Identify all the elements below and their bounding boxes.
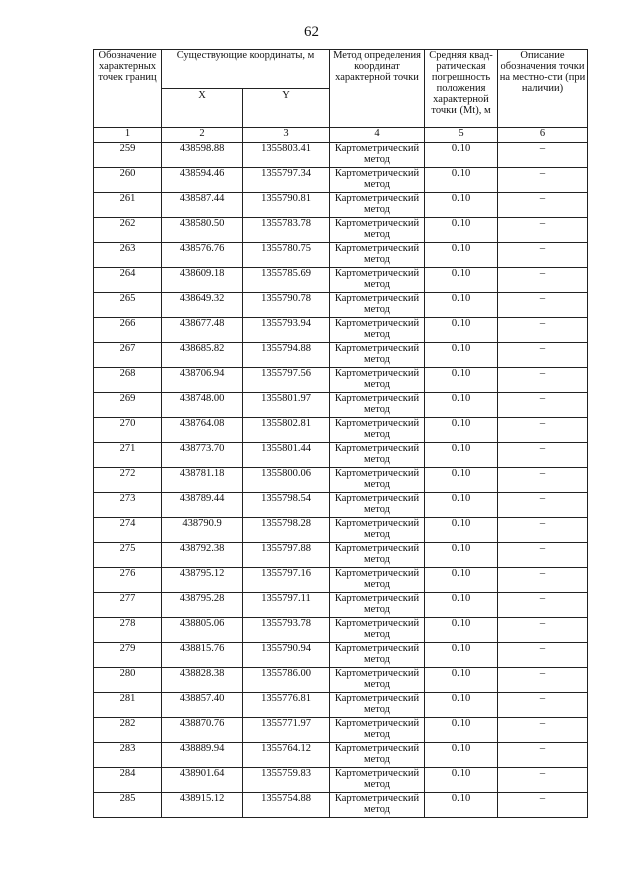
coord-y-cell: 1355793.94 [243, 318, 330, 343]
coord-y-cell: 1355790.81 [243, 193, 330, 218]
coord-x-cell: 438773.70 [162, 443, 243, 468]
method-cell: Картометрический метод [330, 468, 425, 493]
point-id-cell: 269 [94, 393, 162, 418]
method-cell: Картометрический метод [330, 693, 425, 718]
coord-y-cell: 1355783.78 [243, 218, 330, 243]
description-cell: – [498, 793, 588, 818]
point-id-cell: 277 [94, 593, 162, 618]
table-row [94, 718, 588, 743]
method-cell: Картометрический метод [330, 793, 425, 818]
method-cell: Картометрический метод [330, 518, 425, 543]
description-cell: – [498, 468, 588, 493]
mean-error-cell: 0.10 [425, 143, 498, 168]
coord-x-cell: 438781.18 [162, 468, 243, 493]
mean-error-cell: 0.10 [425, 793, 498, 818]
table-row [94, 143, 588, 168]
table-row [94, 243, 588, 268]
coord-y-cell: 1355797.34 [243, 168, 330, 193]
point-id-cell: 280 [94, 668, 162, 693]
point-id-cell: 273 [94, 493, 162, 518]
table-row [94, 568, 588, 593]
description-cell: – [498, 493, 588, 518]
description-cell: – [498, 768, 588, 793]
mean-error-cell: 0.10 [425, 568, 498, 593]
method-cell: Картометрический метод [330, 593, 425, 618]
coord-y-cell: 1355797.56 [243, 368, 330, 393]
table-row [94, 643, 588, 668]
method-cell: Картометрический метод [330, 718, 425, 743]
description-cell: – [498, 668, 588, 693]
description-cell: – [498, 168, 588, 193]
mean-error-cell: 0.10 [425, 243, 498, 268]
coord-x-cell: 438792.38 [162, 543, 243, 568]
mean-error-cell: 0.10 [425, 218, 498, 243]
description-cell: – [498, 618, 588, 643]
description-cell: – [498, 293, 588, 318]
table-row [94, 193, 588, 218]
mean-error-cell: 0.10 [425, 293, 498, 318]
description-cell: – [498, 368, 588, 393]
coord-y-cell: 1355801.44 [243, 443, 330, 468]
description-cell: – [498, 393, 588, 418]
mean-error-cell: 0.10 [425, 668, 498, 693]
table-row [94, 593, 588, 618]
description-cell: – [498, 518, 588, 543]
mean-error-cell: 0.10 [425, 493, 498, 518]
method-cell: Картометрический метод [330, 393, 425, 418]
point-id-cell: 281 [94, 693, 162, 718]
coord-x-cell: 438609.18 [162, 268, 243, 293]
table-row [94, 218, 588, 243]
coord-x-cell: 438795.12 [162, 568, 243, 593]
point-id-cell: 270 [94, 418, 162, 443]
point-id-cell: 260 [94, 168, 162, 193]
description-cell: – [498, 193, 588, 218]
method-cell: Картометрический метод [330, 318, 425, 343]
description-cell: – [498, 543, 588, 568]
table-row [94, 168, 588, 193]
coord-x-cell: 438901.64 [162, 768, 243, 793]
point-id-cell: 274 [94, 518, 162, 543]
coord-x-cell: 438748.00 [162, 393, 243, 418]
point-id-cell: 268 [94, 368, 162, 393]
description-cell: – [498, 718, 588, 743]
method-cell: Картометрический метод [330, 768, 425, 793]
description-cell: – [498, 318, 588, 343]
mean-error-cell: 0.10 [425, 743, 498, 768]
method-cell: Картометрический метод [330, 643, 425, 668]
coord-x-cell: 438805.06 [162, 618, 243, 643]
page-number: 62 [304, 24, 319, 40]
header-method: Метод определения координат характерной точки [330, 50, 425, 128]
header-description: Описание обозначения точки на местно-сти (при наличии) [498, 50, 588, 128]
coord-y-cell: 1355801.97 [243, 393, 330, 418]
coord-y-cell: 1355776.81 [243, 693, 330, 718]
column-number: 4 [330, 128, 425, 143]
method-cell: Картометрический метод [330, 568, 425, 593]
description-cell: – [498, 243, 588, 268]
coord-y-cell: 1355800.06 [243, 468, 330, 493]
table-row [94, 793, 588, 818]
table-row [94, 668, 588, 693]
point-id-cell: 275 [94, 543, 162, 568]
mean-error-cell: 0.10 [425, 393, 498, 418]
description-cell: – [498, 643, 588, 668]
mean-error-cell: 0.10 [425, 468, 498, 493]
mean-error-cell: 0.10 [425, 518, 498, 543]
point-id-cell: 265 [94, 293, 162, 318]
coord-x-cell: 438795.28 [162, 593, 243, 618]
point-id-cell: 261 [94, 193, 162, 218]
coord-y-cell: 1355790.94 [243, 643, 330, 668]
coord-x-cell: 438706.94 [162, 368, 243, 393]
table-row [94, 418, 588, 443]
coord-x-cell: 438677.48 [162, 318, 243, 343]
coord-y-cell: 1355802.81 [243, 418, 330, 443]
column-number: 3 [243, 128, 330, 143]
coord-x-cell: 438580.50 [162, 218, 243, 243]
point-id-cell: 267 [94, 343, 162, 368]
coord-y-cell: 1355793.78 [243, 618, 330, 643]
coord-x-cell: 438576.76 [162, 243, 243, 268]
method-cell: Картометрический метод [330, 193, 425, 218]
table-row [94, 318, 588, 343]
table-row [94, 518, 588, 543]
coord-x-cell: 438889.94 [162, 743, 243, 768]
method-cell: Картометрический метод [330, 443, 425, 468]
coord-x-cell: 438870.76 [162, 718, 243, 743]
mean-error-cell: 0.10 [425, 318, 498, 343]
point-id-cell: 283 [94, 743, 162, 768]
coord-y-cell: 1355759.83 [243, 768, 330, 793]
point-id-cell: 282 [94, 718, 162, 743]
column-number: 6 [498, 128, 588, 143]
mean-error-cell: 0.10 [425, 368, 498, 393]
coord-y-cell: 1355798.28 [243, 518, 330, 543]
method-cell: Картометрический метод [330, 168, 425, 193]
method-cell: Картометрический метод [330, 493, 425, 518]
table-row [94, 543, 588, 568]
method-cell: Картометрический метод [330, 543, 425, 568]
table-body [94, 143, 588, 818]
header-existing-coordinates: Существующие координаты, м [162, 50, 330, 89]
mean-error-cell: 0.10 [425, 618, 498, 643]
coordinates-table [93, 49, 588, 818]
mean-error-cell: 0.10 [425, 193, 498, 218]
table-row [94, 393, 588, 418]
coord-y-cell: 1355803.41 [243, 143, 330, 168]
point-id-cell: 278 [94, 618, 162, 643]
coord-y-cell: 1355754.88 [243, 793, 330, 818]
description-cell: – [498, 343, 588, 368]
coord-x-cell: 438594.46 [162, 168, 243, 193]
method-cell: Картометрический метод [330, 418, 425, 443]
table-row [94, 293, 588, 318]
point-id-cell: 285 [94, 793, 162, 818]
point-id-cell: 271 [94, 443, 162, 468]
method-cell: Картометрический метод [330, 343, 425, 368]
method-cell: Картометрический метод [330, 143, 425, 168]
method-cell: Картометрический метод [330, 618, 425, 643]
table-row [94, 268, 588, 293]
method-cell: Картометрический метод [330, 368, 425, 393]
method-cell: Картометрический метод [330, 293, 425, 318]
description-cell: – [498, 593, 588, 618]
coord-y-cell: 1355797.11 [243, 593, 330, 618]
table-row [94, 343, 588, 368]
coord-x-cell: 438790.9 [162, 518, 243, 543]
description-cell: – [498, 143, 588, 168]
coord-y-cell: 1355771.97 [243, 718, 330, 743]
mean-error-cell: 0.10 [425, 593, 498, 618]
method-cell: Картометрический метод [330, 743, 425, 768]
point-id-cell: 284 [94, 768, 162, 793]
coord-x-cell: 438649.32 [162, 293, 243, 318]
header-y: Y [243, 89, 330, 128]
column-number: 5 [425, 128, 498, 143]
coord-y-cell: 1355780.75 [243, 243, 330, 268]
table-row [94, 493, 588, 518]
coord-x-cell: 438857.40 [162, 693, 243, 718]
point-id-cell: 272 [94, 468, 162, 493]
coord-x-cell: 438587.44 [162, 193, 243, 218]
description-cell: – [498, 268, 588, 293]
point-id-cell: 263 [94, 243, 162, 268]
point-id-cell: 262 [94, 218, 162, 243]
header-point-designation: Обозначение характерных точек границ [94, 50, 162, 128]
coord-x-cell: 438789.44 [162, 493, 243, 518]
coord-x-cell: 438685.82 [162, 343, 243, 368]
table-row [94, 743, 588, 768]
description-cell: – [498, 418, 588, 443]
mean-error-cell: 0.10 [425, 718, 498, 743]
coord-x-cell: 438815.76 [162, 643, 243, 668]
coord-y-cell: 1355790.78 [243, 293, 330, 318]
table-row [94, 618, 588, 643]
table-row [94, 443, 588, 468]
coord-x-cell: 438764.08 [162, 418, 243, 443]
coord-y-cell: 1355798.54 [243, 493, 330, 518]
point-id-cell: 279 [94, 643, 162, 668]
mean-error-cell: 0.10 [425, 693, 498, 718]
description-cell: – [498, 743, 588, 768]
mean-error-cell: 0.10 [425, 343, 498, 368]
coord-x-cell: 438915.12 [162, 793, 243, 818]
column-number: 1 [94, 128, 162, 143]
method-cell: Картометрический метод [330, 268, 425, 293]
mean-error-cell: 0.10 [425, 268, 498, 293]
header-x: X [162, 89, 243, 128]
mean-error-cell: 0.10 [425, 418, 498, 443]
description-cell: – [498, 443, 588, 468]
method-cell: Картометрический метод [330, 668, 425, 693]
method-cell: Картометрический метод [330, 243, 425, 268]
coord-y-cell: 1355785.69 [243, 268, 330, 293]
point-id-cell: 266 [94, 318, 162, 343]
column-number: 2 [162, 128, 243, 143]
description-cell: – [498, 693, 588, 718]
table-row [94, 768, 588, 793]
table-row [94, 468, 588, 493]
mean-error-cell: 0.10 [425, 543, 498, 568]
mean-error-cell: 0.10 [425, 168, 498, 193]
method-cell: Картометрический метод [330, 218, 425, 243]
coord-y-cell: 1355786.00 [243, 668, 330, 693]
table-row [94, 368, 588, 393]
coord-x-cell: 438828.38 [162, 668, 243, 693]
mean-error-cell: 0.10 [425, 443, 498, 468]
mean-error-cell: 0.10 [425, 768, 498, 793]
description-cell: – [498, 568, 588, 593]
mean-error-cell: 0.10 [425, 643, 498, 668]
point-id-cell: 264 [94, 268, 162, 293]
header-mean-error: Средняя квад-ратическая погрешность положения характерной точки (Mt), м [425, 50, 498, 128]
description-cell: – [498, 218, 588, 243]
table-row [94, 693, 588, 718]
coord-y-cell: 1355794.88 [243, 343, 330, 368]
coord-y-cell: 1355797.16 [243, 568, 330, 593]
point-id-cell: 259 [94, 143, 162, 168]
coord-y-cell: 1355797.88 [243, 543, 330, 568]
coord-x-cell: 438598.88 [162, 143, 243, 168]
column-number-row [94, 128, 588, 143]
point-id-cell: 276 [94, 568, 162, 593]
coord-y-cell: 1355764.12 [243, 743, 330, 768]
